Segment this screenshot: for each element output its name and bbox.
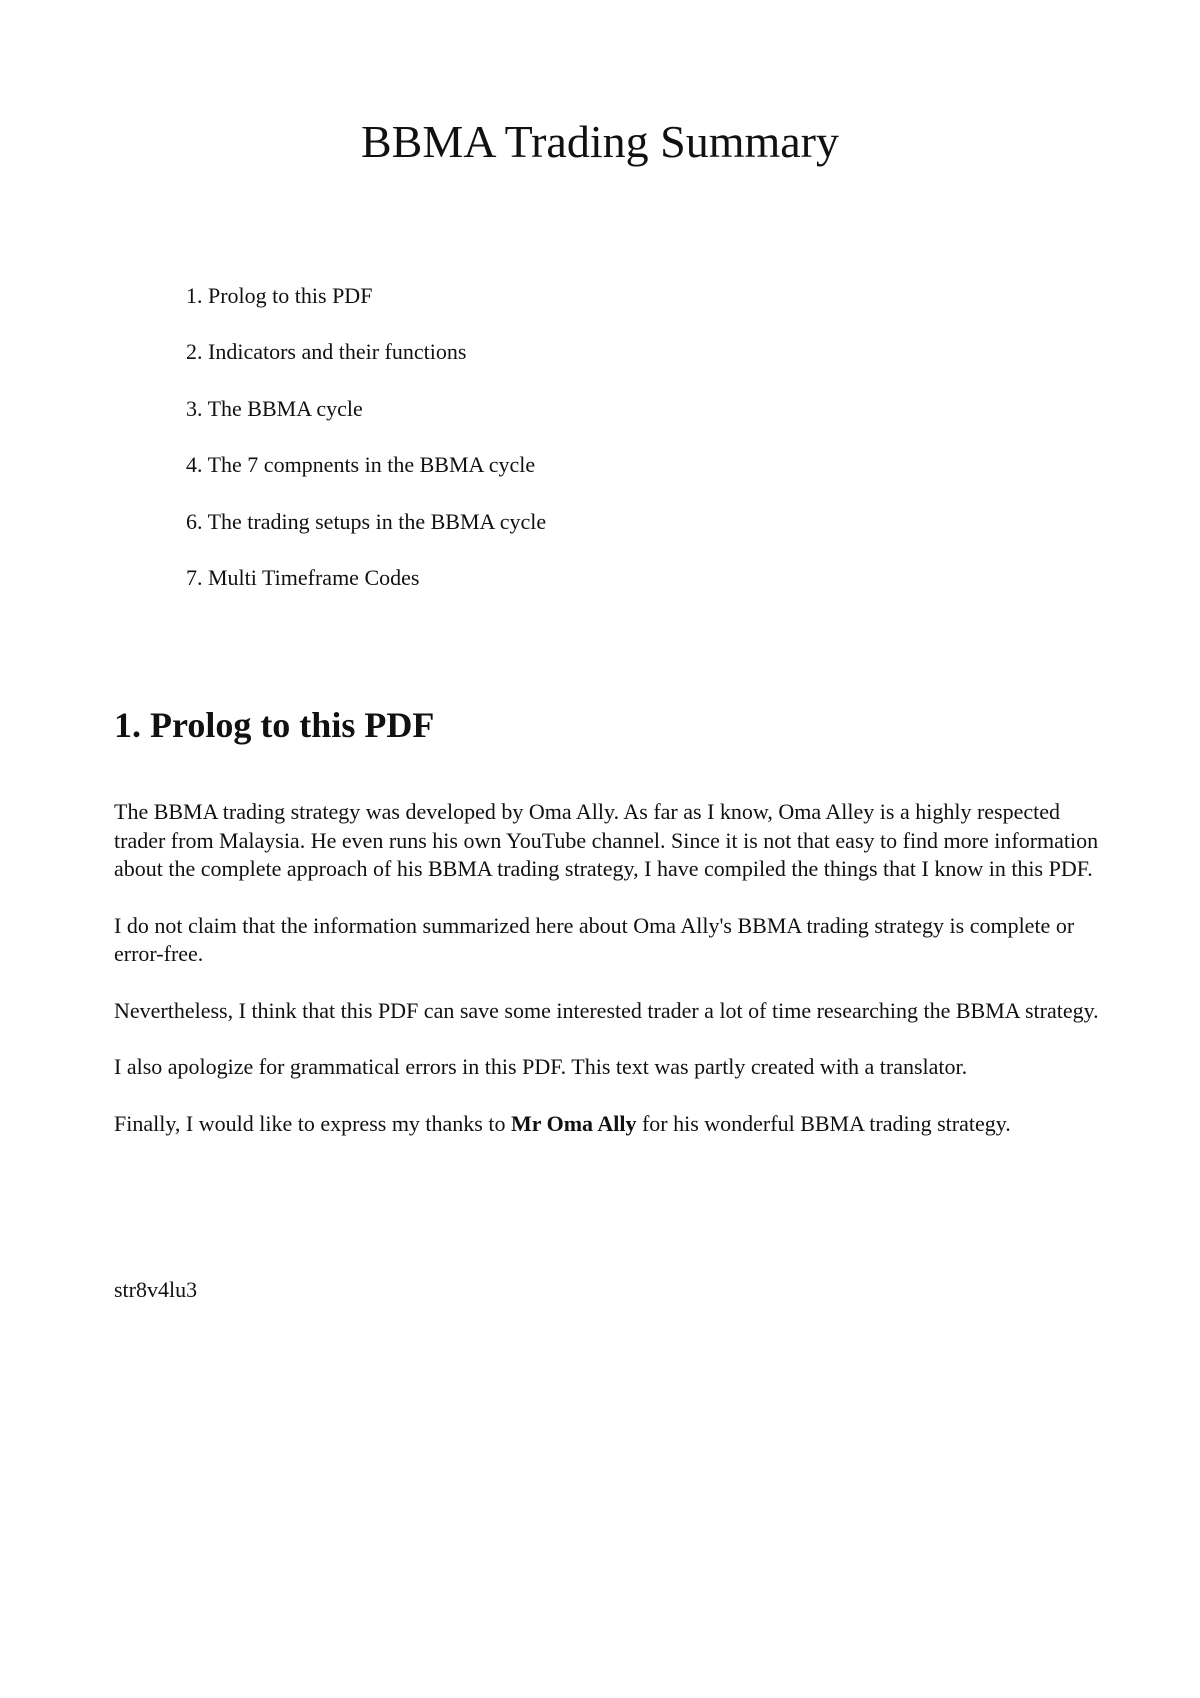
toc-item: 3. The BBMA cycle bbox=[186, 395, 363, 421]
toc-item: 6. The trading setups in the BBMA cycle bbox=[186, 508, 547, 534]
thanks-paragraph bbox=[114, 1110, 1104, 1139]
paragraph: I also apologize for grammatical errors in this PDF. This text was partly created with a translator. bbox=[114, 1054, 968, 1079]
toc-item: 7. Multi Timeframe Codes bbox=[186, 564, 420, 590]
table-of-contents bbox=[186, 282, 546, 620]
thanks-name: Mr Oma Ally bbox=[510, 1110, 637, 1136]
paragraph: I do not claim that the information summarized here about Oma Ally's BBMA trading strategy is complete or error-free. bbox=[114, 912, 1075, 966]
toc-item: 1. Prolog to this PDF bbox=[186, 283, 373, 308]
section-heading: 1. Prolog to this PDF bbox=[114, 705, 435, 745]
thanks-text-before: Finally, I would like to express my thanks to bbox=[114, 1110, 511, 1136]
toc-item: 2. Indicators and their functions bbox=[186, 339, 467, 365]
document-title: BBMA Trading Summary bbox=[361, 116, 839, 167]
paragraph: The BBMA trading strategy was developed by Oma Ally. As far as I know, Oma Alley is a highly respected trader from Malaysia. He even runs his own YouTube channel. Since it is not that easy to find more information about the complete approach of his BBMA trading strategy, I have compiled the things that I know in this PDF. bbox=[114, 799, 1099, 881]
thanks-text-after: for his wonderful BBMA trading strategy. bbox=[636, 1110, 1011, 1136]
paragraph: Nevertheless, I think that this PDF can save some interested trader a lot of time researching the BBMA strategy. bbox=[114, 997, 1099, 1023]
toc-item: 4. The 7 compnents in the BBMA cycle bbox=[186, 452, 536, 478]
section-body bbox=[114, 798, 1104, 1166]
author-signature: str8v4lu3 bbox=[114, 1277, 198, 1302]
